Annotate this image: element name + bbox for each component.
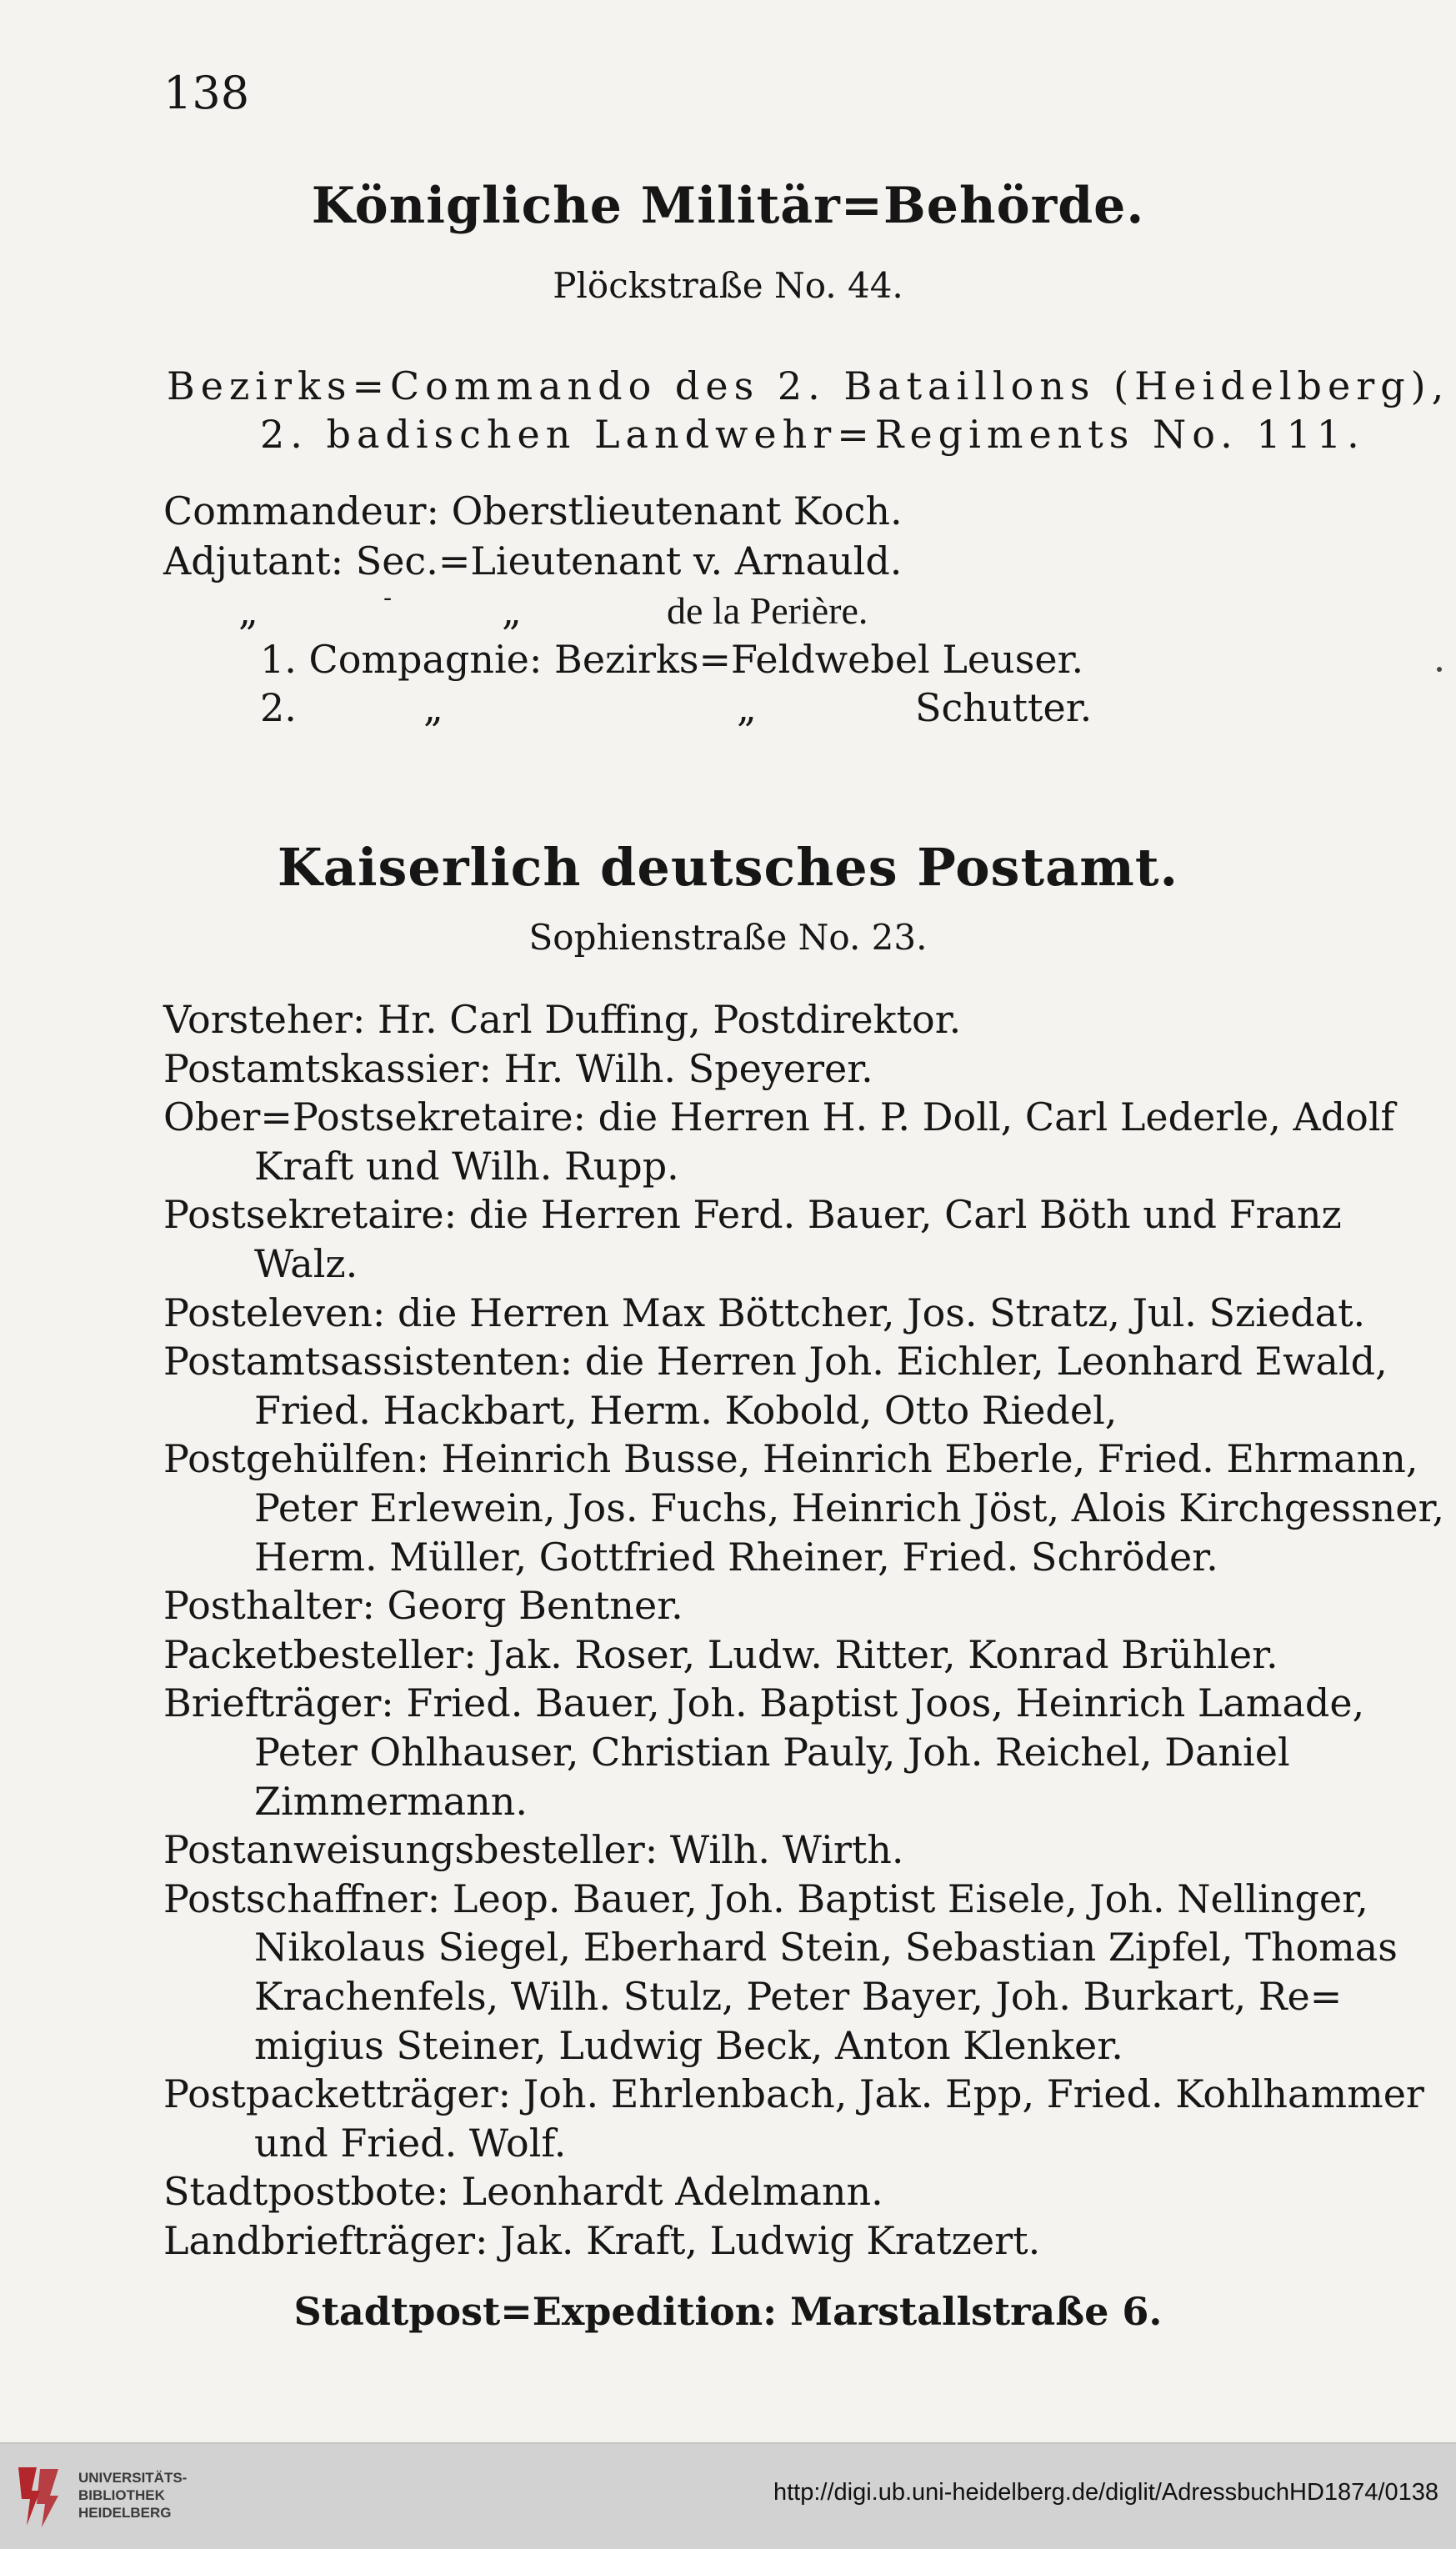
source-url-link[interactable]: http://digi.ub.uni-heidelberg.de/diglit/AdressbuchHD1874/0138 (773, 2479, 1438, 2506)
military-heading: Königliche Militär=Behörde. (311, 177, 1145, 235)
staff-entry-continuation: Zimmermann. (254, 1779, 528, 1824)
military-address: Plöckstraße No. 44. (553, 265, 903, 306)
library-name-line: UNIVERSITÄTS- (78, 2470, 188, 2486)
staff-entry: Postanweisungsbesteller: Wilh. Wirth. (163, 1827, 904, 1872)
staff-entry: Postsekretaire: die Herren Ferd. Bauer, Carl Böth und Franz (163, 1192, 1342, 1237)
staff-entry: Stadtpostbote: Leonhardt Adelmann. (163, 2169, 883, 2214)
staff-entry: Packetbesteller: Jak. Roser, Ludw. Ritter, Konrad Brühler. (163, 1632, 1278, 1677)
footer-bar (0, 2442, 1456, 2549)
company-1-line: 1. Compagnie: Bezirks=Feldwebel Leuser. (260, 637, 1084, 682)
post-footer-line: Stadtpost=Expedition: Marstallstraße 6. (293, 2289, 1163, 2334)
staff-entry: Postschaffner: Leop. Bauer, Joh. Baptist Eisele, Joh. Nellinger, (163, 1876, 1368, 1921)
ditto-mark: „ (737, 685, 757, 730)
page-number: 138 (163, 67, 250, 119)
ditto-mark: „ (502, 588, 522, 633)
staff-entry: Postgehülfen: Heinrich Busse, Heinrich Eberle, Fried. Ehrmann, (163, 1436, 1418, 1481)
library-name-line: HEIDELBERG (78, 2505, 172, 2521)
staff-entry-continuation: migius Steiner, Ludwig Beck, Anton Klenker. (254, 2023, 1123, 2068)
staff-entry: Landbriefträger: Jak. Kraft, Ludwig Kratzert. (163, 2218, 1041, 2263)
staff-entry: Posteleven: die Herren Max Böttcher, Jos. Stratz, Jul. Sziedat. (163, 1290, 1366, 1335)
library-name-line: BIBLIOTHEK (78, 2487, 165, 2503)
staff-entry-continuation: Krachenfels, Wilh. Stulz, Peter Bayer, Joh. Burkart, Re= (254, 1974, 1343, 2019)
library-logo-icon (12, 2462, 63, 2531)
staff-entry-continuation: und Fried. Wolf. (254, 2121, 567, 2166)
company-2-name: Schutter. (915, 685, 1093, 730)
staff-entry-continuation: Peter Ohlhauser, Christian Pauly, Joh. Reichel, Daniel (254, 1730, 1290, 1775)
staff-entry-continuation: Kraft und Wilh. Rupp. (254, 1144, 679, 1189)
staff-entry: Ober=Postsekretaire: die Herren H. P. Doll, Carl Lederle, Adolf (163, 1094, 1395, 1139)
staff-entry-continuation: Herm. Müller, Gottfried Rheiner, Fried. Schröder. (254, 1535, 1218, 1580)
commander-line: Commandeur: Oberstlieutenant Koch. (163, 488, 903, 533)
company-2-number: 2. (260, 685, 297, 730)
military-unit-line-2: 2. badischen Landwehr=Regiments No. 111. (260, 412, 1365, 457)
adjutant-line: Adjutant: Sec.=Lieutenant v. Arnauld. (163, 538, 903, 583)
adjutant-second-name: de la Perière. (667, 589, 868, 632)
post-heading: Kaiserlich deutsches Postamt. (277, 837, 1179, 898)
library-name (78, 2469, 187, 2521)
staff-entry-continuation: Nikolaus Siegel, Eberhard Stein, Sebastian Zipfel, Thomas (254, 1925, 1398, 1970)
staff-entry: Postamtskassier: Hr. Wilh. Speyerer. (163, 1046, 873, 1091)
post-address: Sophienstraße No. 23. (528, 917, 928, 958)
scan-speck (1437, 667, 1442, 672)
ditto-dash: - (383, 583, 393, 613)
staff-entry: Postamtsassistenten: die Herren Joh. Eichler, Leonhard Ewald, (163, 1339, 1388, 1384)
staff-entry: Vorsteher: Hr. Carl Duffing, Postdirektor. (163, 997, 962, 1042)
staff-entry: Posthalter: Georg Bentner. (163, 1583, 683, 1628)
staff-entry-continuation: Fried. Hackbart, Herm. Kobold, Otto Riedel, (254, 1388, 1118, 1433)
staff-entry-continuation: Peter Erlewein, Jos. Fuchs, Heinrich Jöst, Alois Kirchgessner, (254, 1485, 1445, 1530)
military-unit-line-1: Bezirks=Commando des 2. Bataillons (Heidelberg), (167, 363, 1450, 408)
staff-entry: Postpacketträger: Joh. Ehrlenbach, Jak. Epp, Fried. Kohlhammer (163, 2071, 1424, 2116)
staff-entry: Briefträger: Fried. Bauer, Joh. Baptist Joos, Heinrich Lamade, (163, 1680, 1365, 1725)
ditto-mark: „ (238, 588, 258, 633)
staff-entry-continuation: Walz. (254, 1241, 358, 1286)
ditto-mark: „ (423, 685, 443, 730)
